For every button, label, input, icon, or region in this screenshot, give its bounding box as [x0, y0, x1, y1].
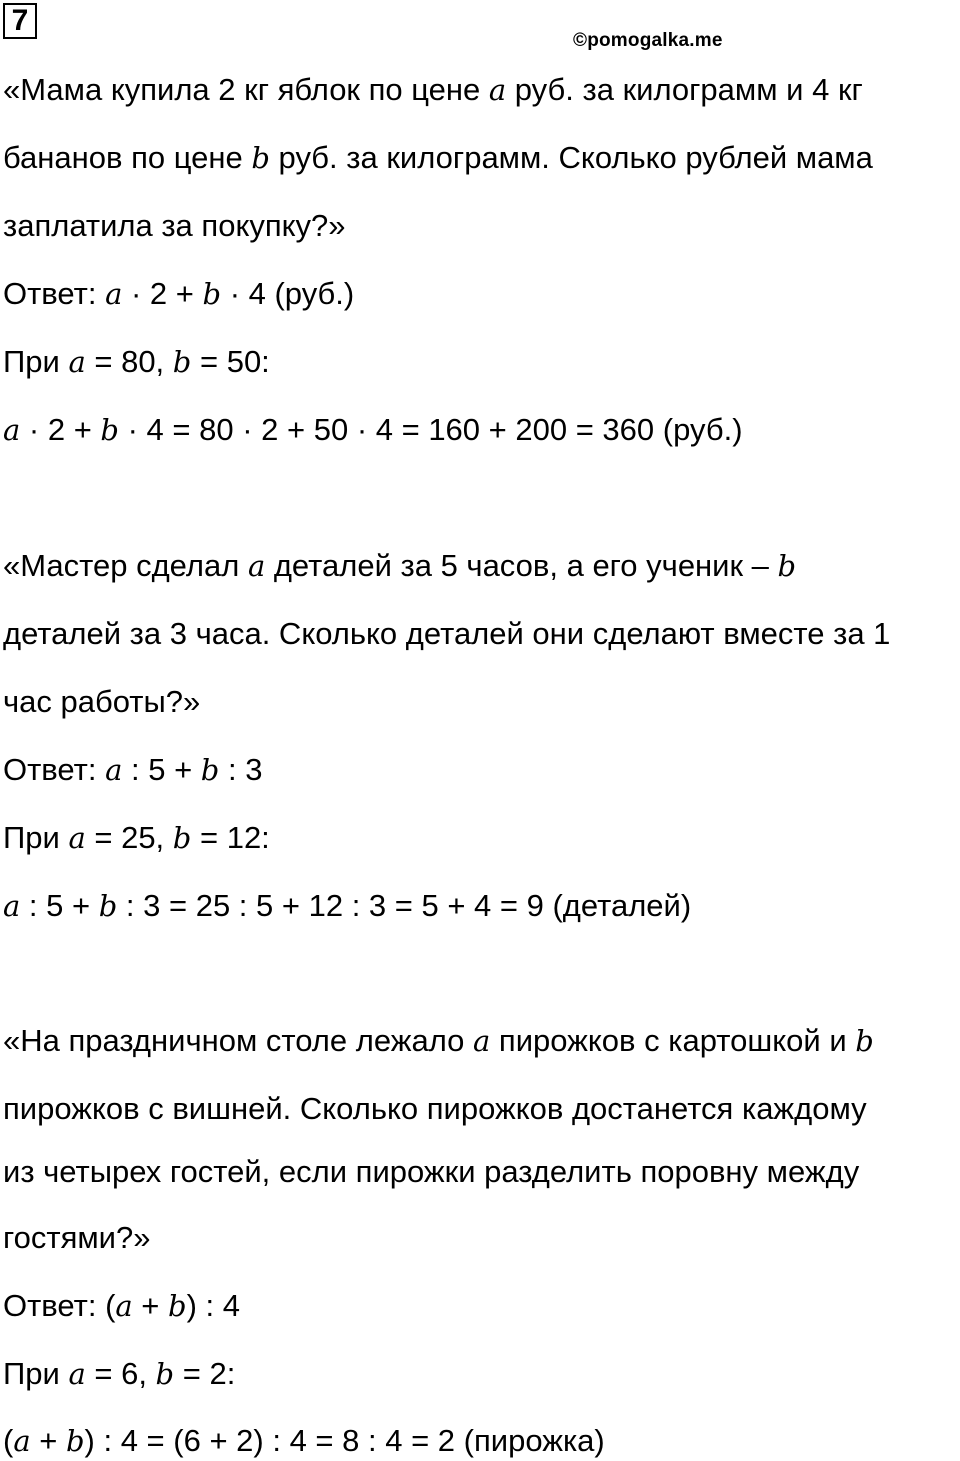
- var-a: a: [473, 1024, 491, 1058]
- text: руб. за килограмм. Сколько рублей мама: [269, 140, 873, 175]
- text: из четырех гостей, если пирожки разделить поровну между: [3, 1154, 860, 1189]
- problem1-line2: [3, 138, 873, 178]
- var-b: b: [155, 1357, 175, 1391]
- var-b: b: [777, 549, 797, 583]
- problem2-values: [3, 818, 270, 858]
- var-b: b: [100, 413, 119, 447]
- text: пирожков с картошкой и: [490, 1023, 856, 1058]
- problem1-calculation: [3, 410, 743, 450]
- text: = 12:: [191, 820, 270, 855]
- text: При: [3, 344, 69, 379]
- var-b: b: [172, 345, 192, 379]
- var-b: b: [855, 1024, 874, 1058]
- text: «Мама купила 2 кг яблок по цене: [3, 72, 489, 107]
- text: · 2 +: [20, 412, 101, 447]
- problem1-values: [3, 342, 270, 382]
- var-b: b: [65, 1424, 85, 1458]
- text: = 80,: [85, 344, 173, 379]
- text: При: [3, 820, 69, 855]
- problem1-line1: [3, 70, 863, 110]
- text: При: [3, 1356, 69, 1391]
- problem3-values: [3, 1354, 235, 1394]
- var-a: a: [68, 821, 86, 855]
- text: Ответ:: [3, 276, 106, 311]
- text: бананов по цене: [3, 140, 252, 175]
- text: · 2 +: [122, 276, 203, 311]
- var-b: b: [168, 1289, 187, 1323]
- text: ) : 4: [186, 1288, 241, 1323]
- text: +: [132, 1288, 169, 1323]
- var-a: a: [3, 413, 21, 447]
- text: Ответ:: [3, 752, 106, 787]
- problem2-line3: [3, 682, 200, 722]
- text: = 50:: [191, 344, 270, 379]
- text: · 4 = 80 · 2 + 50 · 4 = 160 + 200 = 360 (руб.): [119, 412, 743, 447]
- text: : 5 +: [122, 752, 201, 787]
- text: деталей за 3 часа. Сколько деталей они сделают вместе за 1: [3, 616, 891, 651]
- var-a: a: [247, 549, 266, 583]
- problem1-line3: [3, 206, 346, 246]
- var-a: a: [105, 277, 123, 311]
- text: (: [3, 1423, 14, 1458]
- problem3-line3: [3, 1152, 859, 1192]
- text: = 25,: [85, 820, 173, 855]
- watermark: ©pomogalka.me: [573, 30, 723, 51]
- text: час работы?»: [3, 684, 201, 719]
- var-a: a: [3, 889, 21, 923]
- var-b: b: [98, 889, 118, 923]
- var-a: a: [68, 345, 86, 379]
- text: руб. за килограмм и 4 кг: [506, 72, 863, 107]
- text: гостями?»: [3, 1220, 151, 1255]
- problem3-calculation: [3, 1421, 605, 1461]
- var-a: a: [105, 753, 123, 787]
- var-a: a: [488, 73, 507, 107]
- text: ) : 4 = (6 + 2) : 4 = 8 : 4 = 2 (пирожка): [84, 1423, 605, 1458]
- var-a: a: [13, 1424, 31, 1458]
- text: · 4 (руб.): [221, 276, 355, 311]
- text: пирожков с вишней. Сколько пирожков достанется каждому: [3, 1091, 867, 1126]
- text: «На праздничном столе лежало: [3, 1023, 473, 1058]
- problem2-line2: [3, 614, 890, 654]
- problem3-line4: [3, 1218, 150, 1258]
- text: = 6,: [85, 1356, 156, 1391]
- problem3-line1: [3, 1021, 874, 1061]
- task-number-badge: 7: [3, 3, 37, 39]
- text: +: [30, 1423, 66, 1458]
- text: = 2:: [174, 1356, 236, 1391]
- problem3-line2: [3, 1089, 867, 1129]
- var-b: b: [200, 753, 220, 787]
- var-b: b: [202, 277, 222, 311]
- problem2-answer: [3, 750, 262, 790]
- text: деталей за 5 часов, а его ученик –: [265, 548, 778, 583]
- problem2-line1: [3, 546, 796, 586]
- problem2-calculation: [3, 886, 691, 926]
- var-b: b: [251, 141, 270, 175]
- text: заплатила за покупку?»: [3, 208, 346, 243]
- problem3-answer: [3, 1286, 240, 1326]
- text: «Мастер сделал: [3, 548, 248, 583]
- var-a: a: [115, 1289, 133, 1323]
- var-b: b: [172, 821, 192, 855]
- problem1-answer: [3, 274, 354, 314]
- text: Ответ: (: [3, 1288, 116, 1323]
- text: : 3 = 25 : 5 + 12 : 3 = 5 + 4 = 9 (деталей): [117, 888, 692, 923]
- text: : 5 +: [20, 888, 99, 923]
- text: : 3: [219, 752, 263, 787]
- var-a: a: [68, 1357, 86, 1391]
